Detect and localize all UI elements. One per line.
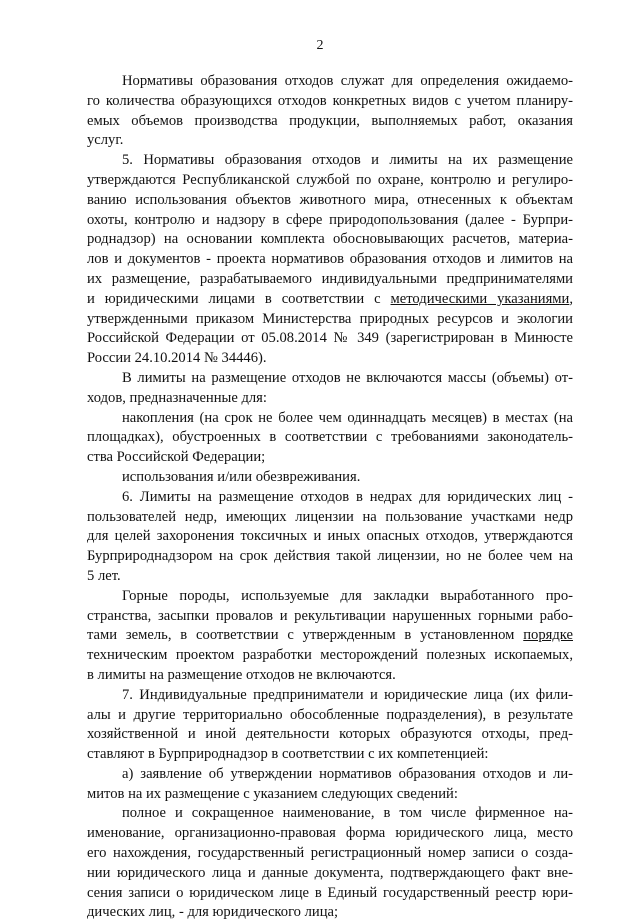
text-line (87, 250, 573, 270)
text-line (87, 686, 573, 706)
text-line (87, 468, 573, 488)
text-line (87, 587, 573, 607)
text-line-content: го количества образующихся отходов конкретных видов с учетом планиру- (87, 92, 573, 109)
text-line-content: Горные породы, используемые для закладки выработанного про- (122, 587, 573, 604)
text-line-content: ванию использования объектов животного мира, отнесенных к объектам (87, 191, 573, 208)
text-line (87, 191, 573, 211)
text-line (87, 171, 573, 191)
text-line-content: сения записи о юридическом лице в Единый государственный реестр юри- (87, 884, 573, 901)
text-line (87, 428, 573, 448)
text-line-content: роднадзор) на основании комплекта обосновывающих расчетов, материа- (87, 231, 573, 248)
text-line-content: алы и другие территориально обособленные подразделения), в результате (87, 706, 573, 723)
text-line-content: накопления (на срок не более чем одиннадцать месяцев) в местах (на (122, 409, 573, 426)
text-line-content: 6. Лимиты на размещение отходов в недрах для юридических лиц - (122, 488, 573, 505)
text-line-content: в лимиты на размещение отходов не включаются. (87, 666, 396, 683)
text-line-content: странства, засыпки провалов и рекультивации нарушенных горными рабо- (87, 607, 573, 624)
text-line (87, 92, 573, 112)
text-line-suffix: , (569, 290, 573, 307)
text-line-content: утвержденными приказом Министерства природных ресурсов и экологии (87, 310, 573, 327)
text-line (87, 211, 573, 231)
text-line (87, 804, 573, 824)
text-line (87, 151, 573, 171)
text-line (87, 903, 573, 923)
page-number: 2 (316, 38, 324, 53)
text-line (87, 567, 573, 587)
text-line-content: 5 лет. (87, 567, 121, 584)
text-line (87, 508, 573, 528)
text-line (87, 112, 573, 132)
text-line-content: техническим проектом разработки месторождений полезных ископаемых, (87, 647, 573, 664)
text-line-content: и юридическими лицами в соответствии с (87, 290, 391, 307)
text-line (87, 666, 573, 686)
text-line-content: его нахождения, государственный регистрационный номер записи о созда- (87, 845, 573, 862)
text-line-content: пользователей недр, имеющих лицензии на пользование участками недр (87, 508, 573, 525)
text-line (87, 369, 573, 389)
text-line-content: лов и документов - проекта нормативов образования отходов и лимитов на (87, 251, 573, 268)
text-line (87, 527, 573, 547)
text-line-content: В лимиты на размещение отходов не включаются массы (объемы) от- (122, 369, 573, 386)
text-line (87, 765, 573, 785)
text-line-content: а) заявление об утверждении нормативов образования отходов и ли- (122, 765, 573, 782)
underlined-reference: методическими указаниями (390, 290, 570, 307)
text-line (87, 270, 573, 290)
text-line (87, 488, 573, 508)
text-line (87, 745, 573, 765)
text-line (87, 349, 573, 369)
text-line-content: ходов, предназначенные для: (87, 389, 267, 406)
text-line-content: ства Российской Федерации; (87, 449, 266, 466)
text-line-content: митов на их размещение с указанием следующих сведений: (87, 785, 458, 802)
text-line (87, 290, 573, 310)
text-line (87, 230, 573, 250)
text-line-content: полное и сокращенное наименование, в том числе фирменное на- (122, 805, 573, 822)
text-line (87, 310, 573, 330)
text-line (87, 706, 573, 726)
text-line-content: Бурприроднадзором на срок действия такой лицензии, но не более чем на (87, 548, 573, 565)
document-body (87, 72, 573, 923)
text-line-content: охоты, контролю и надзору в сфере природопользования (далее - Бурпри- (87, 211, 573, 228)
text-line-content: 5. Нормативы образования отходов и лимиты на их размещение (122, 152, 573, 169)
text-line-content: Нормативы образования отходов служат для определения ожидаемо- (122, 73, 573, 89)
text-line (87, 864, 573, 884)
text-line-content: России 24.10.2014 № 34446). (87, 350, 267, 367)
text-line-content: площадках), обустроенных в соответствии с требованиями законодатель- (87, 429, 573, 446)
text-line-content: 7. Индивидуальные предприниматели и юридические лица (их фили- (122, 686, 573, 703)
underlined-reference: порядке (523, 627, 573, 644)
text-line (87, 72, 573, 92)
text-line-content: Российской Федерации от 05.08.2014 № 349 (зарегистрирован в Минюсте (87, 330, 573, 347)
text-line-content: дических лиц, - для юридического лица; (87, 904, 339, 921)
text-line-content: емых объемов производства продукции, выполняемых работ, оказания (87, 112, 573, 129)
text-line (87, 131, 573, 151)
text-line-content: ставляют в Бурприроднадзор в соответствии с их компетенцией: (87, 746, 489, 763)
text-line-content: их размещение, разрабатываемого индивидуальными предпринимателями (87, 270, 573, 287)
text-line (87, 607, 573, 627)
text-line (87, 448, 573, 468)
text-line-content: нии юридического лица и данные документа, подтверждающего факт вне- (87, 864, 573, 881)
text-line (87, 329, 573, 349)
text-line-content: утверждаются Республиканской службой по охране, контролю и регулиро- (87, 171, 573, 188)
text-line (87, 626, 573, 646)
text-line-content: для целей захоронения токсичных и иных опасных отходов, утверждаются (87, 528, 573, 545)
text-line-content: хозяйственной и иной деятельности которых образуются отходы, пред- (87, 726, 573, 743)
text-line (87, 547, 573, 567)
text-line (87, 646, 573, 666)
text-line-content: использования и/или обезвреживания. (122, 468, 361, 485)
text-line-content: именование, организационно-правовая форма юридического лица, место (87, 825, 573, 842)
text-line (87, 725, 573, 745)
text-line (87, 389, 573, 409)
text-line (87, 409, 573, 429)
text-line-content: услуг. (87, 132, 124, 149)
text-line (87, 824, 573, 844)
text-line-content: тами земель, в соответствии с утвержденным в установленном (87, 627, 524, 644)
text-line (87, 884, 573, 904)
text-line (87, 844, 573, 864)
text-line (87, 785, 573, 805)
